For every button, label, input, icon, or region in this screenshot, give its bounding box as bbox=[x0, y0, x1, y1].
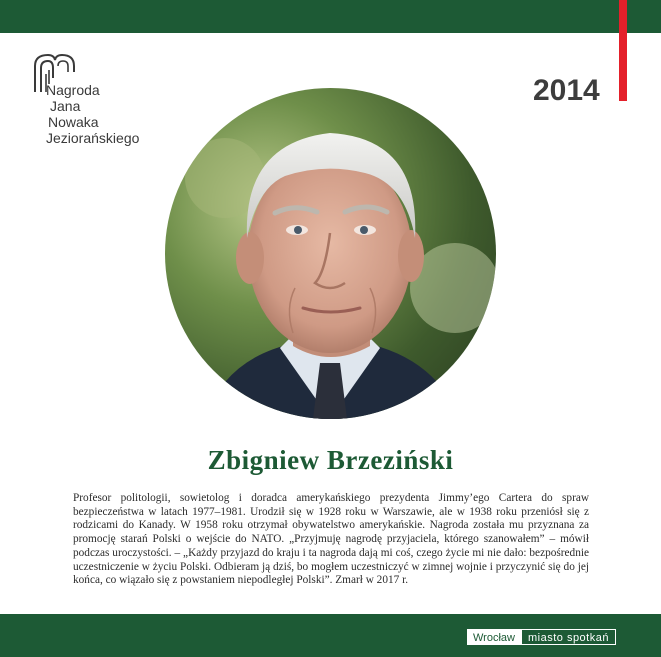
city-badge bbox=[467, 629, 616, 645]
logo-line-4: Jeziorańskiego bbox=[46, 130, 140, 146]
logo-line-3: Nowaka bbox=[48, 114, 99, 130]
award-year: 2014 bbox=[533, 74, 600, 107]
laureate-name: Zbigniew Brzeziński bbox=[207, 445, 454, 475]
award-logo bbox=[32, 52, 172, 146]
city-name: Wrocław bbox=[467, 629, 521, 645]
logo-line-2: Jana bbox=[50, 98, 81, 114]
top-banner bbox=[0, 0, 661, 33]
laureate-biography: Profesor politologii, sowietolog i doradca amerykańskiego prezydenta Jimmy’ego Cartera do spraw bezpieczeństwa w latach 1977–1981. Urodził się w 1928 roku w Warszawie, ale w 1938 roku przeniósł się z rodzicami do Kanady. W 1958 roku otrzymał obywatelstwo amerykańskie. Nagroda została mu przyznana za promocję starań Polski o wejście do NATO. „Przyjmuję nagrodę przyjaciela, którego szanowałem” – mówił podczas uroczystości. – „Każdy przyjazd do kraju i ta nagroda dają mi coś, czego życie mi nie dało: bezpośrednie uczestniczenie w życiu Polski. Odbieram ją dziś, bo mogłem uczestniczyć w zimnej wojnie i przyczynić się do jej końca, co wiązało się z powstaniem niepodległej Polski”. Zmarł w 2017 r. bbox=[73, 492, 589, 587]
red-accent-strip bbox=[619, 0, 627, 101]
logo-line-1: Nagroda bbox=[46, 82, 100, 98]
laureate-portrait bbox=[165, 88, 496, 419]
city-slogan: miasto spotkań bbox=[521, 629, 616, 645]
